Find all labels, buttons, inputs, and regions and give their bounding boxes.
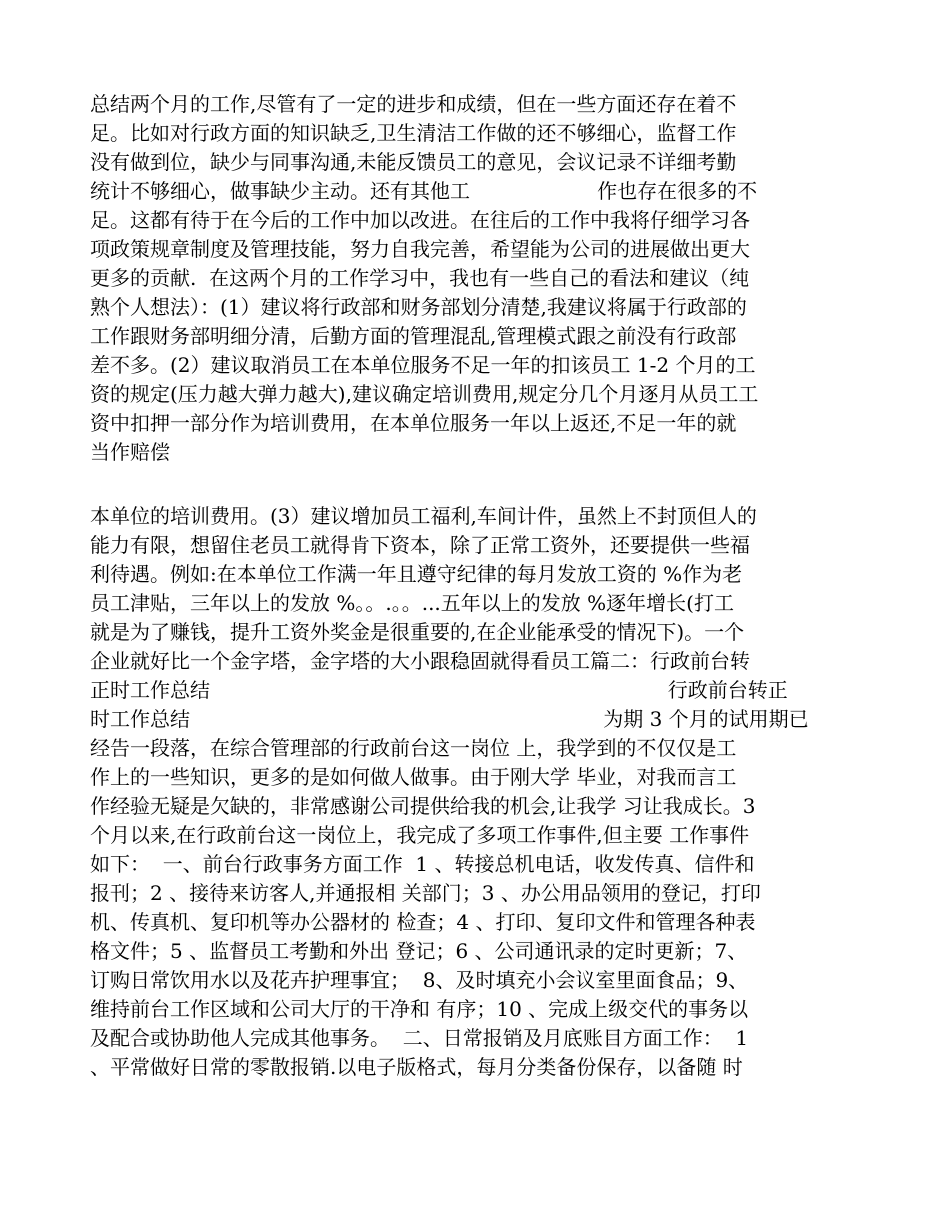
text-line: 如下： 一、前台行政事务方面工作 1 、转接总机电话，收发传真、信件和 — [90, 852, 755, 876]
text-line: 项政策规章制度及管理技能，努力自我完善，希望能为公司的进展做出更大 — [90, 237, 750, 261]
text-line: 作上的一些知识，更多的是如何做人做事。由于刚大学 毕业，对我而言工 — [90, 765, 737, 789]
text-line: 格文件；5 、监督员工考勤和外出 登记；6 、公司通讯录的定时更新；7、 — [90, 939, 748, 963]
text-line: 能力有限，想留住老员工就得肯下资本，除了正常工资外，还要提供一些福 — [90, 533, 750, 557]
text-line: 足。比如对行政方面的知识缺乏,卫生清洁工作做的还不够细心，监督工作 — [90, 121, 737, 145]
text-line: 正时工作总结 行政前台转正 — [90, 678, 788, 702]
text-line: 利待遇。例如:在本单位工作满一年且遵守纪律的每月发放工资的 %作为老 — [90, 562, 743, 586]
text-line: 统计不够细心，做事缺少主动。还有其他工 作也存在很多的不 — [90, 179, 758, 203]
text-line: 就是为了赚钱，提升工资外奖金是很重要的,在企业能承受的情况下)。一个 — [90, 620, 745, 644]
text-line: 工作跟财务部明细分清，后勤方面的管理混乱,管理模式跟之前没有行政部 — [90, 324, 737, 348]
text-line: 报刊；2 、接待来访客人,并通报相 关部门；3 、办公用品领用的登记，打印 — [90, 881, 761, 905]
text-line: 资的规定(压力越大弹力越大),建议确定培训费用,规定分几个月逐月从员工工 — [90, 382, 759, 406]
text-line: 作经验无疑是欠缺的，非常感谢公司提供给我的机会,让我学 习让我成长。3 — [90, 794, 756, 818]
text-line: 当作赔偿 — [90, 440, 170, 464]
text-line: 更多的贡献. 在这两个月的工作学习中，我也有一些自己的看法和建议（纯 — [90, 266, 750, 290]
text-line: 员工津贴，三年以上的发放 %。。.。。...五年以上的发放 %逐年增长(打工 — [90, 591, 734, 615]
text-line: 订购日常饮用水以及花卉护理事宜； 8、及时填充小会议室里面食品；9、 — [90, 968, 749, 992]
text-line: 个月以来,在行政前台这一岗位上，我完成了多项工作事件,但主要 工作事件 — [90, 823, 750, 847]
text-line: 、平常做好日常的零散报销.以电子版格式，每月分类备份保存，以备随 时 — [90, 1055, 743, 1079]
text-line: 时工作总结 为期 3 个月的试用期已 — [90, 707, 809, 731]
text-line: 机、传真机、复印机等办公器材的 检查；4 、打印、复印文件和管理各种表 — [90, 910, 756, 934]
text-line: 及配合或协助他人完成其他事务。 二、日常报销及月底账目方面工作： 1 — [90, 1026, 749, 1050]
text-line: 足。这都有待于在今后的工作中加以改进。在往后的工作中我将仔细学习各 — [90, 208, 750, 232]
text-line: 维持前台工作区域和公司大厅的干净和 有序；10 、完成上级交代的事务以 — [90, 997, 749, 1021]
text-line: 熟个人想法）：(1）建议将行政部和财务部划分清楚,我建议将属于行政部的 — [90, 295, 747, 319]
text-line: 没有做到位，缺少与同事沟通,未能反馈员工的意见，会议记录不详细考勤 — [90, 150, 737, 174]
text-line: 企业就好比一个金字塔，金字塔的大小跟稳固就得看员工篇二：行政前台转 — [90, 649, 750, 673]
text-line: 本单位的培训费用。(3）建议增加员工福利,车间计件，虽然上不封顶但人的 — [90, 504, 757, 528]
text-line: 差不多。(2）建议取消员工在本单位服务不足一年的扣该员工 1-2 个月的工 — [90, 353, 756, 377]
text-line: 资中扣押一部分作为培训费用，在本单位服务一年以上返还,不足一年的就 — [90, 411, 737, 435]
text-line: 经告一段落，在综合管理部的行政前台这一岗位 上，我学到的不仅仅是工 — [90, 736, 737, 760]
text-line: 总结两个月的工作,尽管有了一定的进步和成绩，但在一些方面还存在着不 — [90, 92, 737, 116]
